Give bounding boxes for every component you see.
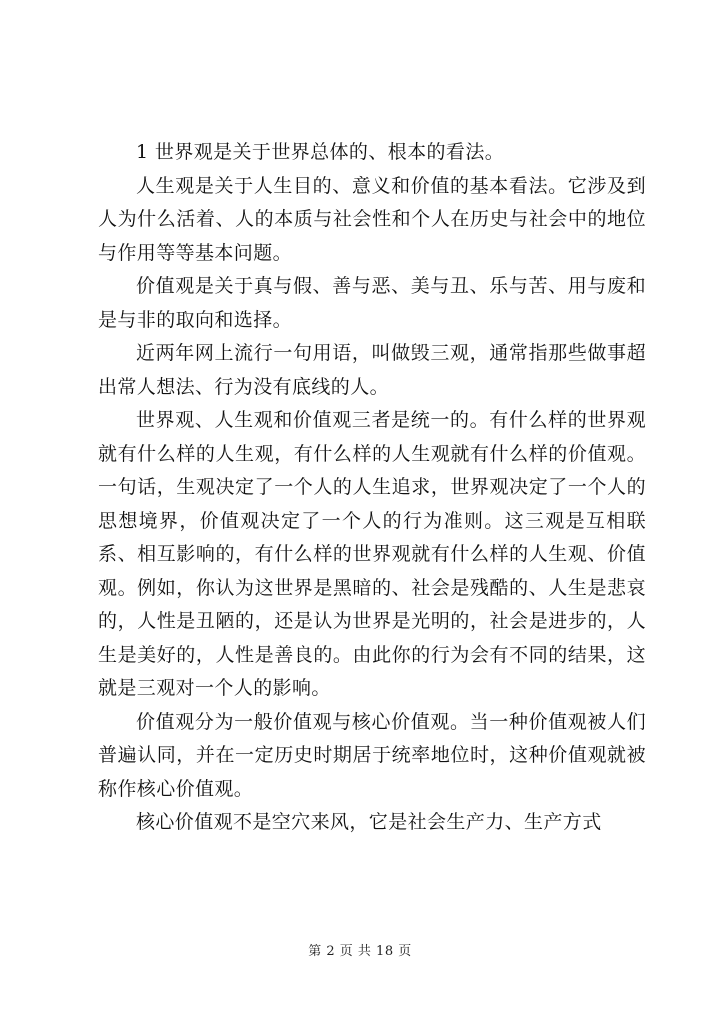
- document-body: [98, 136, 646, 840]
- paragraph-core-values: 价值观分为一般价值观与核心价值观。当一种价值观被人们普遍认同，并在一定历史时期居于统率地位时，这种价值观就被称作核心价值观。: [98, 710, 646, 800]
- page-number-footer: 第 2 页 共 18 页: [308, 944, 412, 959]
- paragraph-internet-phrase: 近两年网上流行一句用语，叫做毁三观，通常指那些做事超出常人想法、行为没有底线的人。: [98, 342, 646, 398]
- paragraph-core-values-origin: 核心价值观不是空穴来风，它是社会生产力、生产方式: [136, 811, 602, 833]
- paragraph-three-views-unity: 世界观、人生观和价值观三者是统一的。有什么样的世界观就有什么样的人生观，有什么样的人生观就有什么样的价值观。一句话，生观决定了一个人的人生追求，世界观决定了一个人的思想境界，价值观决定了一个人的行为准则。这三观是互相联系、相互影响的，有什么样的世界观就有什么样的人生观、价值观。例如，你认为这世界是黑暗的、社会是残酷的、人生是悲哀的，人性是丑陋的，还是认为世界是光明的，社会是进步的，人生是美好的，人性是善良的。由此你的行为会有不同的结果，这就是三观对一个人的影响。: [98, 409, 646, 699]
- paragraph-values: 价值观是关于真与假、善与恶、美与丑、乐与苦、用与废和是与非的取向和选择。: [98, 275, 646, 331]
- paragraph-outlook-on-life: 人生观是关于人生目的、意义和价值的基本看法。它涉及到人为什么活着、人的本质与社会性和个人在历史与社会中的地位与作用等等基本问题。: [98, 174, 646, 264]
- paragraph-worldview: 1 世界观是关于世界总体的、根本的看法。: [136, 141, 505, 163]
